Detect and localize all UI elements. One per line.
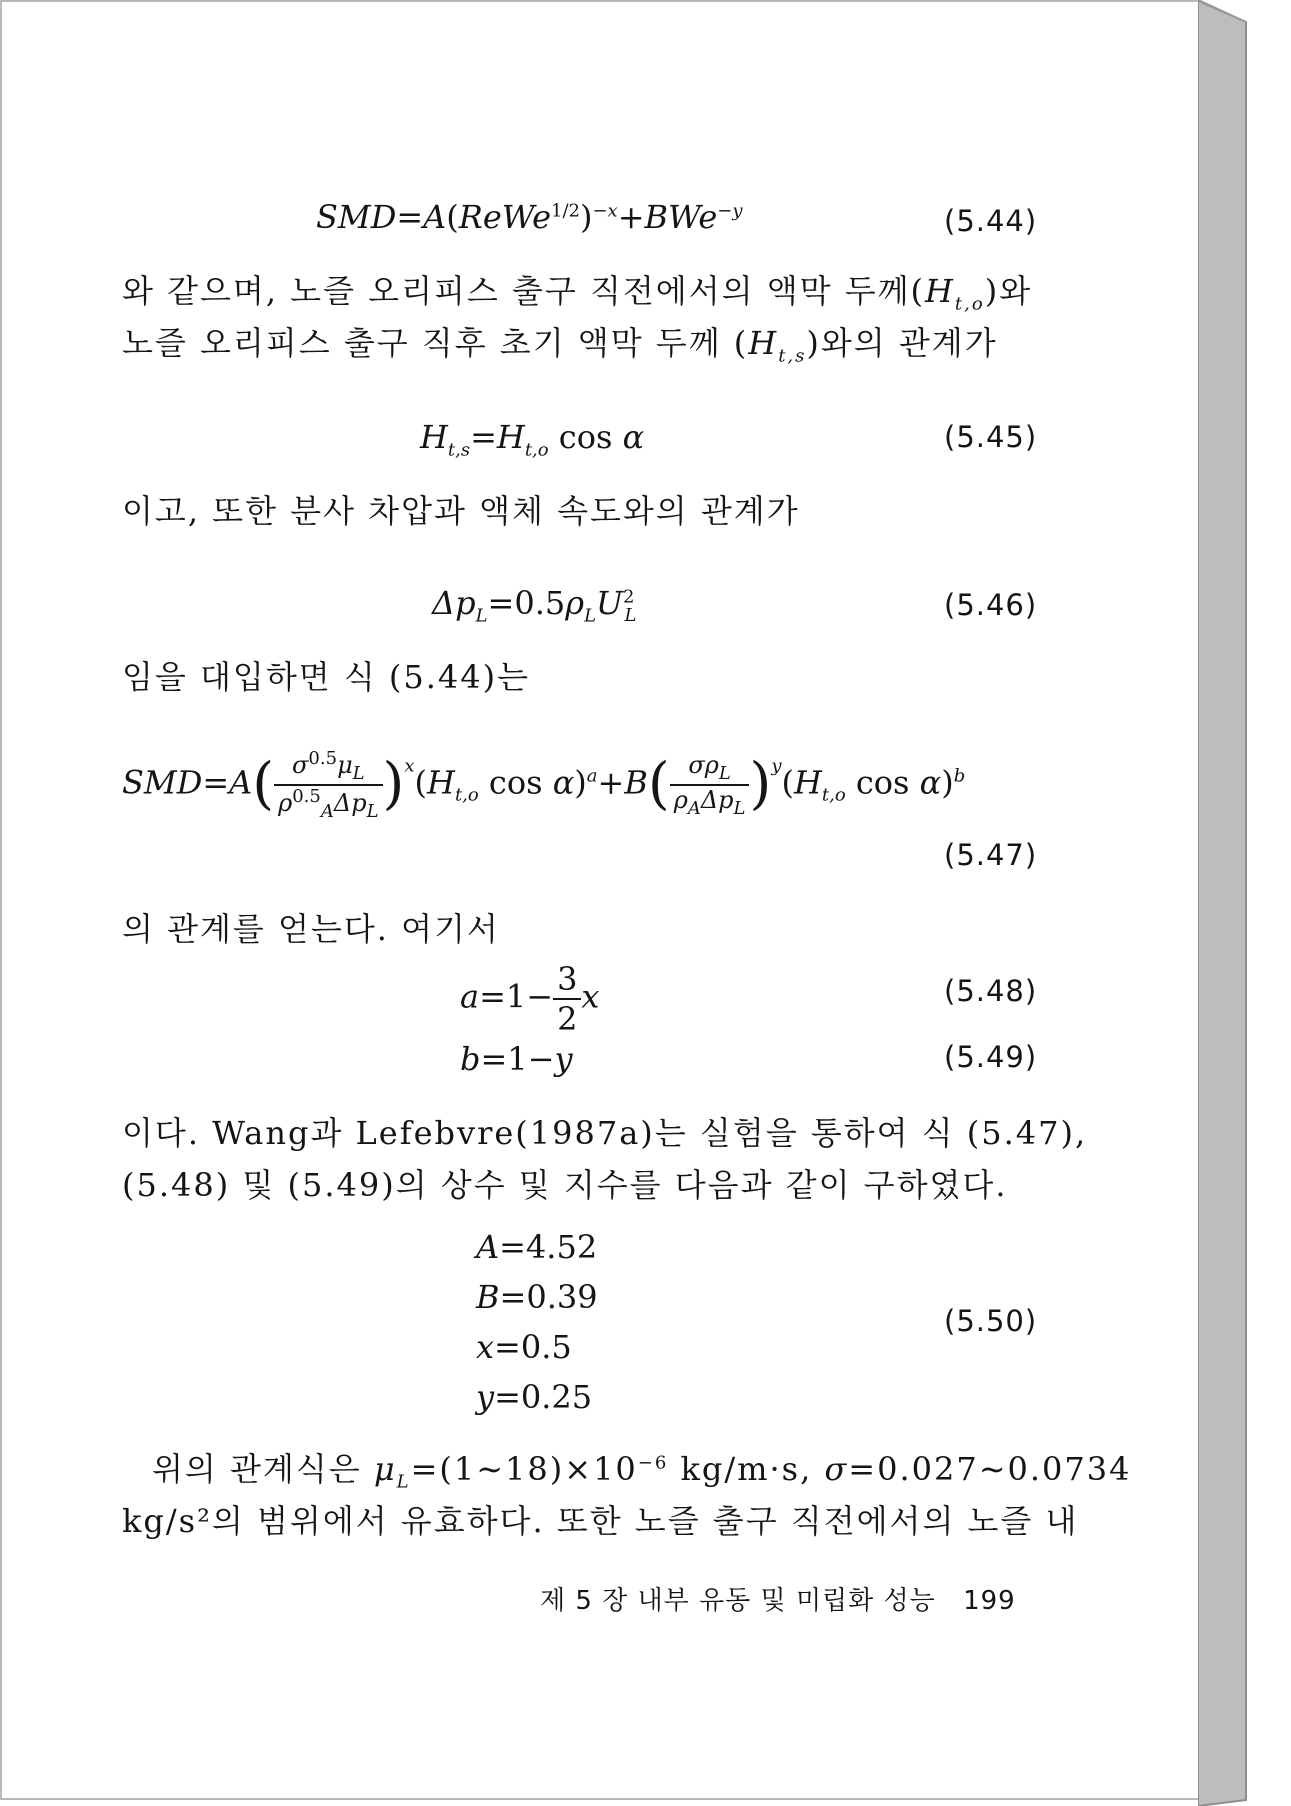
page-number: 199 — [963, 1586, 1016, 1616]
equation-5-48: a=1− $\frac{3}{2}$ x — [460, 960, 600, 1038]
equation-number-5-50: (5.50) — [944, 1304, 1038, 1338]
paragraph-line: 위의 관계식은 $\mu_L=(1\sim 18)\times 10^{-6}$ kg/m·s, σ=0.027∼0.0734 — [152, 1450, 1132, 1493]
equation-number-5-44: (5.44) — [944, 204, 1038, 238]
equation-5-47: SMD=A( $\frac{\sigma^{0.5}\mu_L}{\rho^{0.5}_A\Delta p_L}$ )$^x(H_{t,o}$ cos α)$^a$+B( $\frac{\sigma\rho_L}{\rho_A\Delta p_L}$ )$^y(H_{t,o}$ cos α)$^b$ — [122, 748, 966, 822]
paragraph-line: (5.48) 및 (5.49)의 상수 및 지수를 다음과 같이 구하였다. — [122, 1166, 1008, 1204]
equation-5-49: b=1−y — [460, 1040, 573, 1078]
equation-5-45: $H_{t,s}=H_{t,o}$ cos α — [420, 418, 645, 461]
paragraph-line: 와 같으며, 노즐 오리피스 출구 직전에서의 액막 두께$(H_{t,o})$와 — [122, 272, 1033, 315]
constant-x: x=0.5 — [476, 1328, 572, 1366]
paragraph-line: 이고, 또한 분사 차압과 액체 속도와의 관계가 — [122, 492, 800, 530]
page-stack-edge — [1198, 0, 1248, 1806]
page-footer — [540, 1580, 1016, 1617]
paragraph-line: 노즐 오리피스 출구 직후 초기 액막 두께 $(H_{t,s})$와의 관계가 — [122, 324, 998, 367]
equation-number-5-49: (5.49) — [944, 1040, 1038, 1074]
equation-5-46: $\Delta p_L=0.5\rho_LU^2_L$ — [432, 584, 637, 627]
equation-number-5-45: (5.45) — [944, 420, 1038, 454]
equation-number-5-48: (5.48) — [944, 974, 1038, 1008]
paragraph-line: 임을 대입하면 식 (5.44)는 — [122, 658, 531, 696]
paragraph-line: 의 관계를 얻는다. 여기서 — [122, 910, 500, 948]
constant-B: B=0.39 — [476, 1278, 598, 1316]
constant-y: y=0.25 — [476, 1378, 593, 1416]
equation-5-44: SMD=A(ReWe$^{1/2}$)$^{-x}$+BWe$^{-y}$ — [316, 198, 743, 236]
equation-number-5-46: (5.46) — [944, 588, 1038, 622]
constant-A: A=4.52 — [476, 1228, 598, 1266]
equation-number-5-47: (5.47) — [944, 838, 1038, 872]
paragraph-line: 이다. Wang과 Lefebvre(1987a)는 실험을 통하여 식 (5.47), — [122, 1114, 1088, 1152]
paragraph-line: kg/s²의 범위에서 유효하다. 또한 노즐 출구 직전에서의 노즐 내 — [122, 1502, 1079, 1540]
chapter-title: 제 5 장 내부 유동 및 미립화 성능 — [540, 1586, 936, 1616]
